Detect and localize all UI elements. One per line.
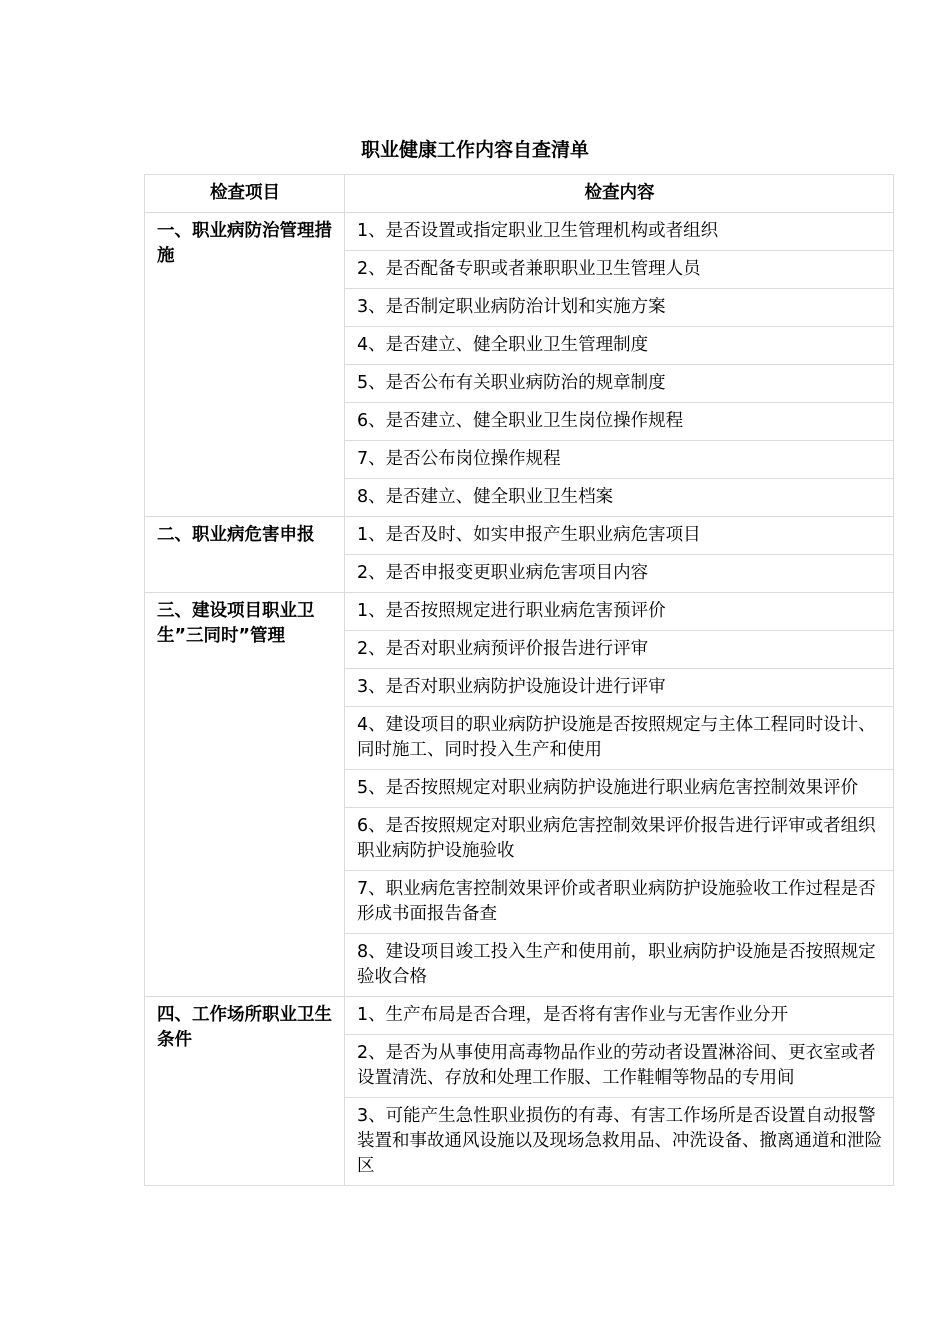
check-item: 8、建设项目竣工投入生产和使用前，职业病防护设施是否按照规定验收合格 [345,934,894,997]
check-item: 7、职业病危害控制效果评价或者职业病防护设施验收工作过程是否形成书面报告备查 [345,871,894,934]
check-item: 1、是否按照规定进行职业病危害预评价 [345,593,894,631]
check-item: 3、是否对职业病防护设施设计进行评审 [345,669,894,707]
check-item: 2、是否为从事使用高毒物品作业的劳动者设置淋浴间、更衣室或者设置清洗、存放和处理工作服、工作鞋帽等物品的专用间 [345,1035,894,1098]
table-row [145,517,894,555]
check-item: 2、是否对职业病预评价报告进行评审 [345,631,894,669]
category-cell: 二、职业病危害申报 [145,517,345,593]
column-header-content: 检查内容 [345,175,894,213]
category-cell: 一、职业病防治管理措施 [145,213,345,517]
check-item: 7、是否公布岗位操作规程 [345,441,894,479]
table-row [145,593,894,631]
check-item: 2、是否申报变更职业病危害项目内容 [345,555,894,593]
check-item: 4、是否建立、健全职业卫生管理制度 [345,327,894,365]
page-title: 职业健康工作内容自查清单 [360,139,589,161]
check-item: 5、是否按照规定对职业病防护设施进行职业病危害控制效果评价 [345,770,894,808]
check-item: 4、建设项目的职业病防护设施是否按照规定与主体工程同时设计、同时施工、同时投入生产和使用 [345,707,894,770]
check-item: 6、是否按照规定对职业病危害控制效果评价报告进行评审或者组织职业病防护设施验收 [345,808,894,871]
check-item: 3、是否制定职业病防治计划和实施方案 [345,289,894,327]
check-item: 3、可能产生急性职业损伤的有毒、有害工作场所是否设置自动报警装置和事故通风设施以及现场急救用品、冲洗设备、撤离通道和泄险区 [345,1098,894,1186]
column-header-item: 检查项目 [145,175,345,213]
check-item: 5、是否公布有关职业病防治的规章制度 [345,365,894,403]
check-item: 2、是否配备专职或者兼职职业卫生管理人员 [345,251,894,289]
checklist-table [144,174,894,1186]
category-cell: 四、工作场所职业卫生条件 [145,997,345,1186]
table-row [145,213,894,251]
check-item: 1、是否设置或指定职业卫生管理机构或者组织 [345,213,894,251]
table-header-row [145,175,894,213]
table-row [145,997,894,1035]
check-item: 1、生产布局是否合理，是否将有害作业与无害作业分开 [345,997,894,1035]
category-cell: 三、建设项目职业卫生”三同时”管理 [145,593,345,997]
check-item: 6、是否建立、健全职业卫生岗位操作规程 [345,403,894,441]
check-item: 8、是否建立、健全职业卫生档案 [345,479,894,517]
check-item: 1、是否及时、如实申报产生职业病危害项目 [345,517,894,555]
